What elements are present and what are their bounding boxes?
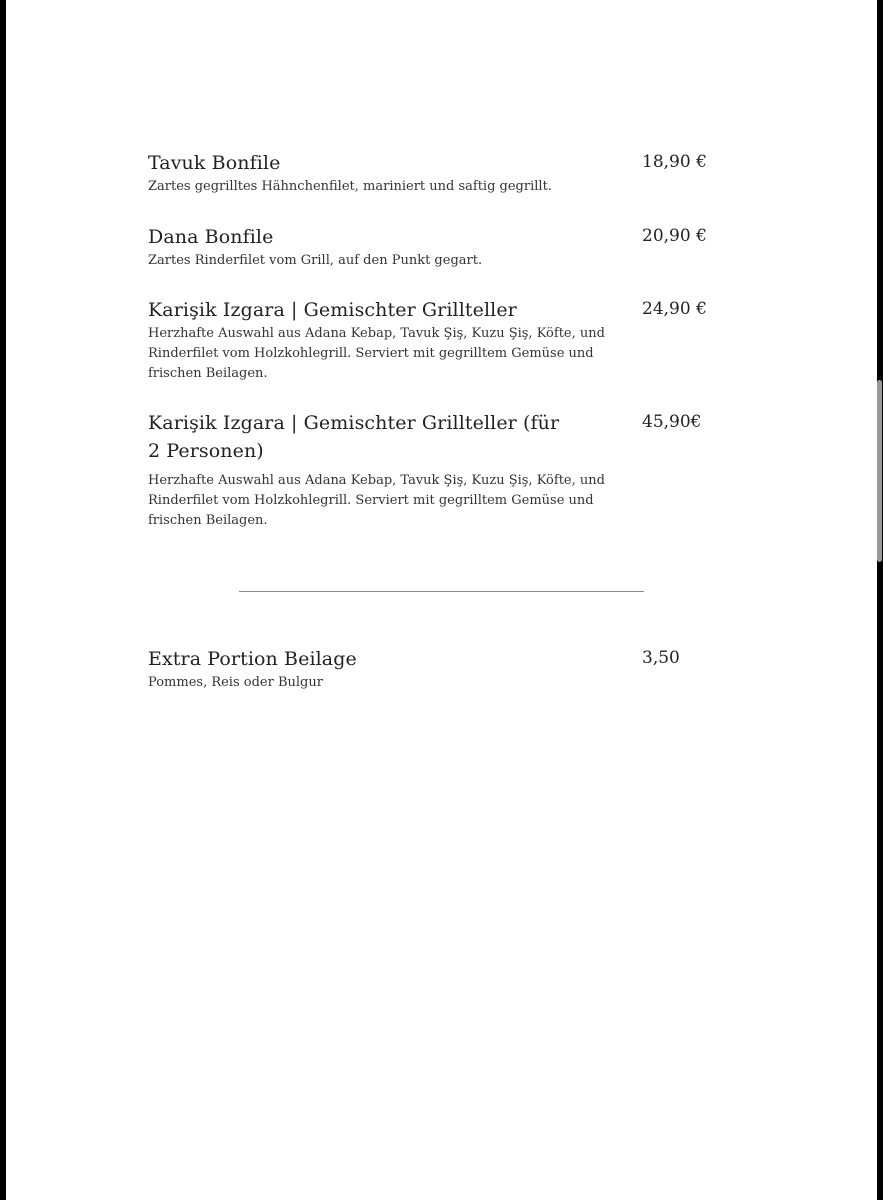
section-divider (239, 591, 644, 592)
menu-page (6, 0, 877, 1200)
menu-item-tavuk-bonfile (148, 149, 728, 197)
item-name: Extra Portion Beilage (148, 648, 357, 670)
menu-item-karisik-izgara-2-personen (148, 409, 728, 531)
item-price: 45,90€ (642, 412, 702, 432)
scrollbar-thumb[interactable] (877, 380, 882, 562)
item-name: Karişik Izgara | Gemischter Grillteller (für 2 Personen) (148, 412, 560, 462)
item-price: 3,50 (642, 648, 680, 668)
item-description: Pommes, Reis oder Bulgur (148, 675, 323, 690)
item-price: 24,90 € (642, 299, 707, 319)
menu-item-karisik-izgara (148, 296, 728, 384)
item-price: 18,90 € (642, 152, 707, 172)
item-description: Zartes gegrilltes Hähnchenfilet, mariniert und saftig gegrillt. (148, 179, 552, 194)
item-description: Herzhafte Auswahl aus Adana Kebap, Tavuk Şiş, Kuzu Şiş, Köfte, und Rinderfilet vom Holzkohlegrill. Serviert mit gegrilltem Gemüse und frischen Beilagen. (148, 326, 605, 381)
menu-item-extra-beilage (148, 645, 728, 693)
item-name: Tavuk Bonfile (148, 152, 281, 174)
menu-item-dana-bonfile (148, 223, 728, 271)
item-description: Herzhafte Auswahl aus Adana Kebap, Tavuk Şiş, Kuzu Şiş, Köfte, und Rinderfilet vom Holzkohlegrill. Serviert mit gegrilltem Gemüse und frischen Beilagen. (148, 473, 605, 528)
item-price: 20,90 € (642, 226, 707, 246)
item-description: Zartes Rinderfilet vom Grill, auf den Punkt gegart. (148, 253, 483, 268)
item-name: Dana Bonfile (148, 226, 274, 248)
item-name: Karişik Izgara | Gemischter Grillteller (148, 299, 517, 321)
